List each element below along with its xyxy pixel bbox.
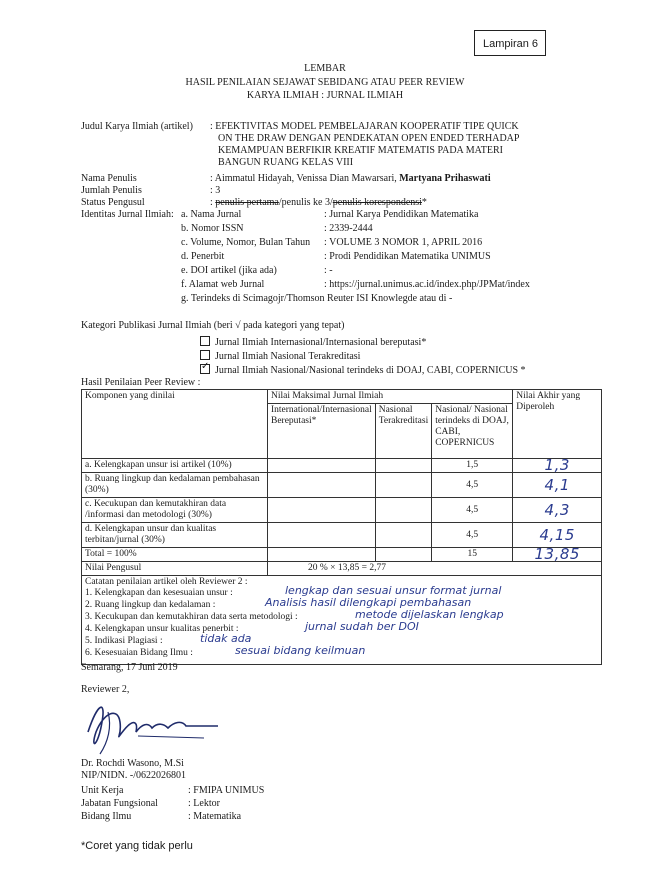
jabatan-value: : Lektor <box>188 798 220 809</box>
identitas-label: Identitas Jurnal Ilmiah: <box>81 209 174 220</box>
catatan-label: 1. Kelengkapan dan kesesuaian unsur : <box>85 588 233 598</box>
place-date: Semarang, 17 Juni 2019 <box>81 662 178 673</box>
penulis-bold-name: Martyana Prihaswati <box>399 173 491 184</box>
jurnal-key: b. Nomor ISSN <box>181 223 244 234</box>
jurnal-key: c. Volume, Nomor, Bulan Tahun <box>181 237 311 248</box>
checkbox-checked-icon[interactable] <box>200 364 210 374</box>
catatan-handwriting: Analisis hasil dilengkapi pembahasan <box>265 596 472 609</box>
status-prefix: : <box>210 197 216 208</box>
kategori-option-3[interactable] <box>200 364 526 377</box>
sub-nas: Nasional/ Nasional terindeks di DOAJ, CABI, COPERNICUS <box>432 404 513 459</box>
sub-nas-akr: Nasional Terakreditasi <box>375 404 431 459</box>
unit-label: Unit Kerja <box>81 785 124 796</box>
penulis-value <box>210 173 491 185</box>
judul-line-1: : EFEKTIVITAS MODEL PEMBELAJARAN KOOPERATIF TIPE QUICK <box>210 121 519 132</box>
catatan-title: Catatan penilaian artikel oleh Reviewer 2 : <box>85 577 248 587</box>
catatan-handwriting: sesuai bidang keilmuan <box>235 644 366 657</box>
unit-value: : FMIPA UNIMUS <box>188 785 265 796</box>
header-title: HASIL PENILAIAN SEJAWAT SEBIDANG ATAU PEER REVIEW <box>185 77 465 88</box>
jurnal-val: : Jurnal Karya Pendidikan Matematika <box>324 209 479 220</box>
table-total-row <box>82 548 602 562</box>
catatan-cell <box>82 576 602 665</box>
cell-empty <box>375 473 431 498</box>
catatan-handwriting: jurnal sudah ber DOI <box>305 620 419 633</box>
catatan-label: 2. Ruang lingkup dan kedalaman : <box>85 600 216 610</box>
jurnal-row <box>181 209 601 223</box>
jurnal-key: a. Nama Jurnal <box>181 209 242 220</box>
row-maks: 4,5 <box>432 498 513 523</box>
jurnal-val: : - <box>324 265 333 276</box>
row-maks: 4,5 <box>432 473 513 498</box>
jurnal-key: e. DOI artikel (jika ada) <box>181 265 277 276</box>
cell-empty <box>375 548 431 562</box>
row-maks: 1,5 <box>432 459 513 473</box>
catatan-item <box>85 596 598 612</box>
jurnal-key: g. Terindeks di Scimagojr/Thomson Reuter ISI Knowlegde atau di - <box>181 293 453 304</box>
catatan-label: 6. Kesesuaian Bidang Ilmu : <box>85 648 193 658</box>
header-subtitle: KARYA ILMIAH : JURNAL ILMIAH <box>246 90 404 101</box>
checkbox-icon[interactable] <box>200 350 210 360</box>
status-label: Status Pengusul <box>81 197 145 208</box>
penulis-names: : Aimmatul Hidayah, Venissa Dian Mawarsari, <box>210 173 397 184</box>
sub-intl: International/Internasional Bereputasi* <box>268 404 376 459</box>
row-akhir: 1,3 <box>513 459 602 473</box>
catatan-label: 5. Indikasi Plagiasi : <box>85 636 163 646</box>
jurnal-row <box>181 293 601 307</box>
catatan-handwriting: metode dijelaskan lengkap <box>355 608 504 621</box>
jurnal-row <box>181 237 601 251</box>
header-lembar: LEMBAR <box>304 63 346 74</box>
status-value <box>210 197 427 209</box>
jurnal-row <box>181 251 601 265</box>
kategori-label: Kategori Publikasi Jurnal Ilmiah (beri √ pada kategori yang tepat) <box>81 320 345 331</box>
cell-empty <box>268 473 376 498</box>
kategori-option-label: Jurnal Ilmiah Internasional/Internasional bereputasi* <box>215 337 427 348</box>
cell-empty <box>268 459 376 473</box>
review-table <box>81 389 602 665</box>
jurnal-val: : https://jurnal.unimus.ac.id/index.php/JPMat/index <box>324 279 530 290</box>
col-maks: Nilai Maksimal Jurnal Ilmiah <box>268 390 513 404</box>
kategori-option-label: Jurnal Ilmiah Nasional Terakreditasi <box>215 351 361 362</box>
bidang-label: Bidang Ilmu <box>81 811 132 822</box>
catatan-label: 3. Kecukupan dan kemutakhiran data serta metodologi : <box>85 612 298 622</box>
col-komponen: Komponen yang dinilai <box>82 390 268 459</box>
jurnal-row <box>181 223 601 237</box>
status-mid: /penulis ke 3/ <box>278 197 333 208</box>
review-label: Hasil Penilaian Peer Review : <box>81 377 201 388</box>
jurnal-key: f. Alamat web Jurnal <box>181 279 265 290</box>
jurnal-key: d. Penerbit <box>181 251 225 262</box>
table-row <box>82 459 602 473</box>
catatan-item <box>85 620 598 636</box>
jurnal-val: : Prodi Pendidikan Matematika UNIMUS <box>324 251 491 262</box>
judul-line-4: BANGUN RUANG KELAS VIII <box>218 157 354 168</box>
row-akhir: 4,1 <box>513 473 602 498</box>
table-row <box>82 523 602 548</box>
cell-empty <box>268 498 376 523</box>
checkbox-icon[interactable] <box>200 336 210 346</box>
table-header-row <box>82 390 602 404</box>
table-catatan-row <box>82 576 602 665</box>
cell-empty <box>268 523 376 548</box>
pengusul-value: 20 % × 13,85 = 2,77 <box>268 562 602 576</box>
cell-empty <box>268 548 376 562</box>
signature-image <box>78 692 228 757</box>
catatan-label: 4. Kelengkapan unsur kualitas penerbit : <box>85 624 239 634</box>
total-maks: 15 <box>432 548 513 562</box>
cell-empty <box>375 498 431 523</box>
judul-line-2: ON THE DRAW DENGAN PENDEKATAN OPEN ENDED TERHADAP <box>218 133 520 144</box>
jumlah-label: Jumlah Penulis <box>81 185 142 196</box>
jumlah-value: : 3 <box>210 185 221 196</box>
jurnal-val: : 2339-2444 <box>324 223 373 234</box>
kategori-option-label: Jurnal Ilmiah Nasional/Nasional terindeks di DOAJ, CABI, COPERNICUS * <box>215 365 526 376</box>
lampiran-box: Lampiran 6 <box>474 30 546 56</box>
row-komponen: b. Ruang lingkup dan kedalaman pembahasan (30%) <box>82 473 268 498</box>
bidang-value: : Matematika <box>188 811 242 822</box>
status-strike-1: penulis pertama <box>215 197 279 208</box>
catatan-item <box>85 644 598 660</box>
kategori-option-1[interactable] <box>200 336 426 349</box>
cell-empty <box>375 523 431 548</box>
jabatan-label: Jabatan Fungsional <box>81 798 158 809</box>
row-komponen: c. Kecukupan dan kemutakhiran data /informasi dan metodologi (30%) <box>82 498 268 523</box>
judul-label: Judul Karya Ilmiah (artikel) <box>81 121 193 132</box>
total-akhir: 13,85 <box>513 548 602 562</box>
status-strike-2: penulis korespondensi <box>332 197 422 208</box>
catatan-handwriting: lengkap dan sesuai unsur format jurnal <box>285 584 502 597</box>
judul-line-3: KEMAMPUAN BERFIKIR KREATIF MATEMATIS PADA MATERI <box>218 145 503 156</box>
col-akhir: Nilai Akhir yang Diperoleh <box>513 390 602 459</box>
status-suffix: * <box>421 197 427 208</box>
cell-empty <box>375 459 431 473</box>
jurnal-row <box>181 265 601 279</box>
pengusul-label: Nilai Pengusul <box>82 562 268 576</box>
jurnal-row <box>181 279 601 293</box>
table-row <box>82 498 602 523</box>
reviewer-nip: NIP/NIDN. -/0622026801 <box>81 770 186 781</box>
row-komponen: a. Kelengkapan unsur isi artikel (10%) <box>82 459 268 473</box>
total-label: Total = 100% <box>82 548 268 562</box>
kategori-option-2[interactable] <box>200 350 360 363</box>
table-row <box>82 473 602 498</box>
jurnal-val: : VOLUME 3 NOMOR 1, APRIL 2016 <box>324 237 483 248</box>
reviewer-label: Reviewer 2, <box>81 684 130 695</box>
table-pengusul-row <box>82 562 602 576</box>
jurnal-list <box>181 209 601 307</box>
row-akhir: 4,3 <box>513 498 602 523</box>
row-komponen: d. Kelengkapan unsur dan kualitas terbitan/jurnal (30%) <box>82 523 268 548</box>
penulis-label: Nama Penulis <box>81 173 137 184</box>
row-akhir: 4,15 <box>513 523 602 548</box>
footnote: *Coret yang tidak perlu <box>81 840 193 852</box>
reviewer-name: Dr. Rochdi Wasono, M.Si <box>81 758 184 769</box>
catatan-handwriting: tidak ada <box>200 632 252 645</box>
row-maks: 4,5 <box>432 523 513 548</box>
